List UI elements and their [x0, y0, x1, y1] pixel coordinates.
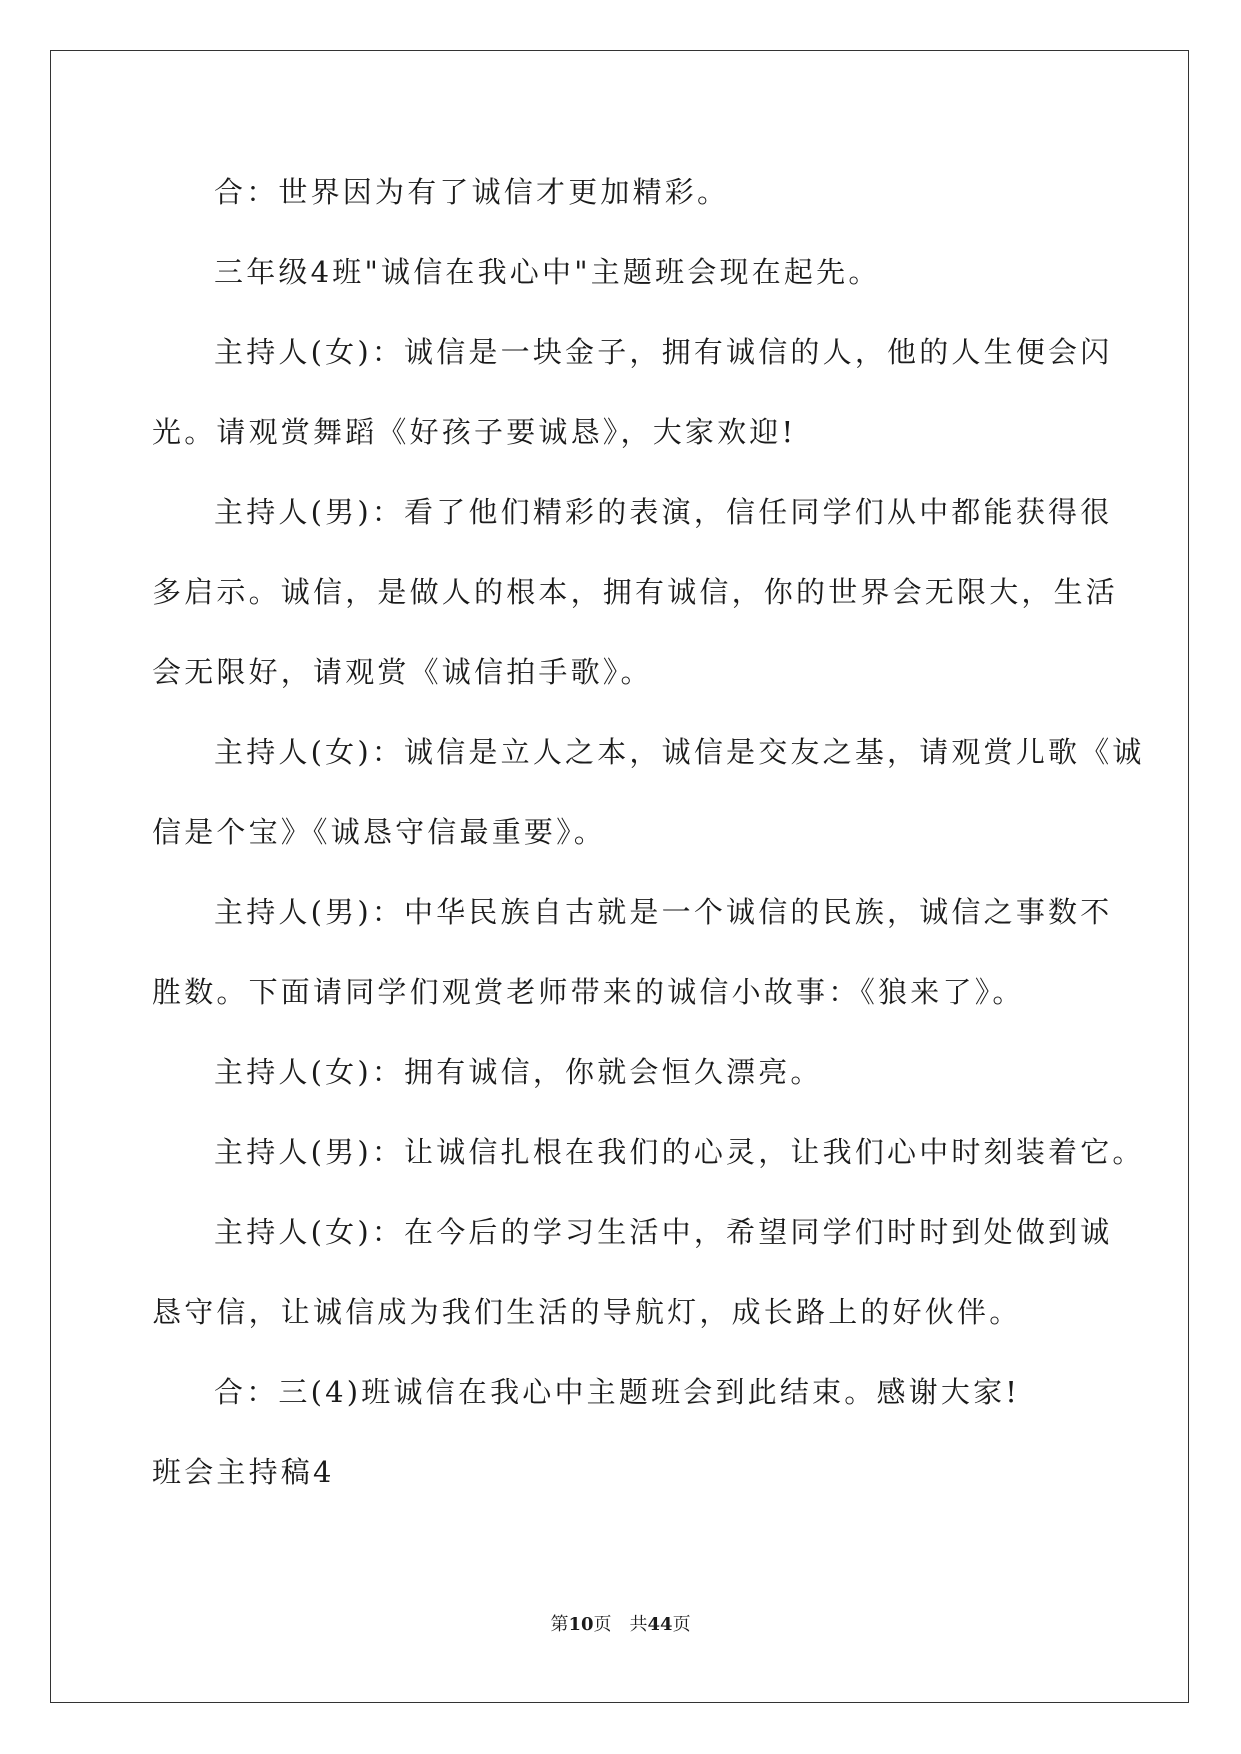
paragraph-line: 恳守信，让诚信成为我们生活的导航灯，成长路上的好伙伴。 — [152, 1295, 1022, 1329]
footer-page-prefix: 第 — [550, 1614, 569, 1635]
section-heading: 班会主持稿4 — [152, 1455, 335, 1489]
paragraph-line: 光。请观赏舞蹈《好孩子要诚恳》，大家欢迎! — [152, 415, 797, 449]
paragraph-line: 主持人(女)：拥有诚信，你就会恒久漂亮。 — [214, 1055, 823, 1089]
paragraph-line: 信是个宝》《诚恳守信最重要》。 — [152, 815, 607, 849]
page-footer — [0, 1613, 1241, 1637]
footer-page-current: 10 — [568, 1614, 594, 1635]
paragraph-line: 会无限好，请观赏《诚信拍手歌》。 — [152, 655, 653, 689]
paragraph-line: 主持人(男)：看了他们精彩的表演，信任同学们从中都能获得很 — [214, 495, 1113, 529]
paragraph-line: 主持人(女)：诚信是立人之本，诚信是交友之基，请观赏儿歌《诚 — [214, 735, 1145, 769]
paragraph-line: 多启示。诚信，是做人的根本，拥有诚信，你的世界会无限大，生活 — [152, 575, 1119, 609]
paragraph-line: 主持人(女)：在今后的学习生活中，希望同学们时时到处做到诚 — [214, 1215, 1113, 1249]
paragraph-line: 合：三(4)班诚信在我心中主题班会到此结束。感谢大家! — [214, 1375, 1021, 1409]
footer-total-prefix: 共 — [629, 1614, 648, 1635]
paragraph-line: 主持人(男)：让诚信扎根在我们的心灵，让我们心中时刻装着它。 — [214, 1135, 1145, 1169]
footer-page-total: 44 — [647, 1614, 673, 1635]
paragraph-line: 主持人(男)：中华民族自古就是一个诚信的民族，诚信之事数不 — [214, 895, 1113, 929]
footer-total-suffix: 页 — [672, 1614, 691, 1635]
paragraph-line: 合：世界因为有了诚信才更加精彩。 — [214, 175, 730, 209]
paragraph-line: 胜数。下面请同学们观赏老师带来的诚信小故事：《狼来了》。 — [152, 975, 1025, 1009]
paragraph-line: 主持人(女)：诚信是一块金子，拥有诚信的人，他的人生便会闪 — [214, 335, 1113, 369]
footer-page-suffix: 页 — [593, 1614, 612, 1635]
paragraph-line: 三年级4班"诚信在我心中"主题班会现在起先。 — [214, 255, 881, 289]
